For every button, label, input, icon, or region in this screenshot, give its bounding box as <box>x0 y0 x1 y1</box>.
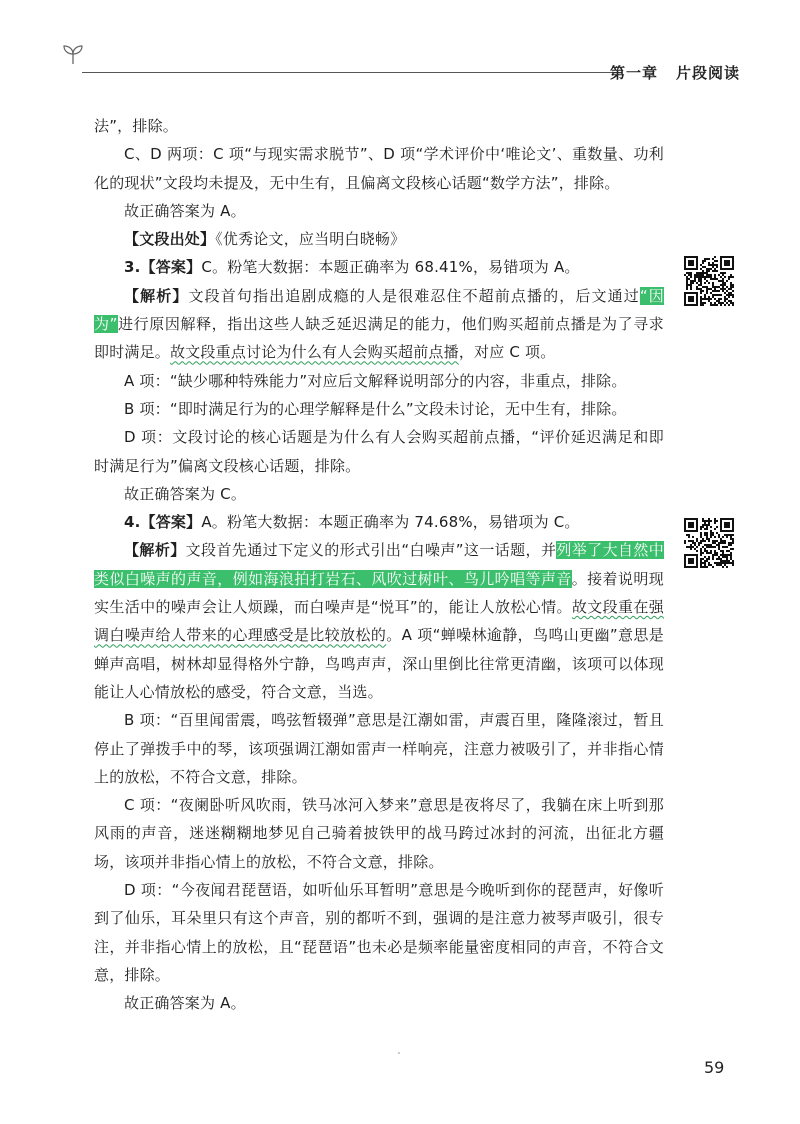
source-label: 【文段出处】 <box>124 230 216 249</box>
analysis-paragraph <box>94 536 664 706</box>
paragraph: D 项：文段讨论的核心话题是为什么有人会购买超前点播，“评价延迟满足和即时满足行为”偏离文段核心话题，排除。 <box>94 428 664 475</box>
chapter-number: 第一章 <box>610 64 659 82</box>
paragraph: 故正确答案为 A。 <box>124 994 246 1013</box>
paragraph: B 项：“百里闻雷震，鸣弦暂辍弹”意思是江潮如雷，声震百里，隆隆滚过，暂且停止了弹拨手中的琴，该项强调江潮如雷声一样响亮，注意力被吸引了，并非指心情上的放松，不符合文意，排除。 <box>94 711 664 786</box>
paragraph: 法”，排除。 <box>94 117 178 135</box>
analysis-text: ，对应 C 项。 <box>458 343 556 362</box>
highlighted-text: 列举了大自然中类似白噪声的声音，例如海浪拍打岩石、风吹过树叶、鸟儿吟唱等声音 <box>94 541 665 588</box>
paragraph: 故正确答案为 C。 <box>124 484 247 503</box>
paragraph: A 项：“缺少哪种特殊能力”对应后文解释说明部分的内容，非重点，排除。 <box>124 371 627 390</box>
answer-text: C。粉笔大数据：本题正确率为 68.41%，易错项为 A。 <box>201 258 580 277</box>
header-rule <box>82 72 622 73</box>
answer-label: 4.【答案】 <box>124 513 202 532</box>
qr-code-icon[interactable] <box>684 256 734 306</box>
analysis-text: 文段首句指出追剧成瘾的人是很难忍住不超前点播的，后文通过 <box>188 286 640 305</box>
wavy-underlined-text: 故文段重点讨论为什么有人会购买超前点播 <box>170 343 459 362</box>
paragraph: D 项：“今夜闻君琵琶语，如听仙乐耳暂明”意思是今晚听到你的琵琶声，好像听到了仙乐，耳朵里只有这个声音，别的都听不到，强调的是注意力被琴声吸引，很专注，并非指心情上的放松，且“琵琶语”也未必是频率能量密度相同的声音，不符合文意，排除。 <box>94 881 664 984</box>
highlighted-text: “因为” <box>94 286 664 334</box>
source-text: 《优秀论文，应当明白晓畅》 <box>215 230 406 249</box>
analysis-text: 。A 项“蝉噪林逾静，鸟鸣山更幽”意思是蝉声高唱，树林却显得格外宁静，鸟鸣声声，深山里倒比往常更清幽，该项可以体现能让人心情放松的感受，符合文意，当选。 <box>94 626 664 701</box>
analysis-text: 进行原因解释，指出这些人缺乏延迟满足的能力，他们购买超前点播是为了寻求即时满足。 <box>94 315 664 362</box>
analysis-paragraph <box>94 282 664 367</box>
paragraph: C 项：“夜阑卧听风吹雨，铁马冰河入梦来”意思是夜将尽了，我躺在床上听到那风雨的声音，迷迷糊糊地梦见自己骑着披铁甲的战马跨过冰封的河流，出征北方疆场，该项并非指心情上的放松，不符合文意，排除。 <box>94 796 664 871</box>
analysis-text: 。接着说明现实生活中的噪声会让人烦躁，而白噪声是“悦耳”的，能让人放松心情。 <box>94 569 664 617</box>
page-content <box>94 112 664 1018</box>
answer-paragraph <box>94 253 664 281</box>
paragraph: B 项：“即时满足行为的心理学解释是什么”文段未讨论，无中生有，排除。 <box>124 399 627 418</box>
qr-code-icon[interactable] <box>684 518 734 568</box>
leaf-icon <box>62 42 84 66</box>
wavy-underlined-text: 故文段重在强调白噪声给人带来的心理感受是比较放松的 <box>94 598 665 645</box>
chapter-heading <box>610 62 740 83</box>
chapter-title: 片段阅读 <box>676 64 741 82</box>
answer-paragraph <box>94 508 664 536</box>
answer-label: 3.【答案】 <box>124 258 202 277</box>
page-number: 59 <box>704 1058 725 1077</box>
source-paragraph <box>94 225 664 253</box>
paragraph: 故正确答案为 A。 <box>124 201 246 220</box>
paragraph: C、D 两项：C 项“与现实需求脱节”、D 项“学术评价中‘唯论文’、重数量、功利化的现状”文段均未提及，无中生有，且偏离文段核心话题“数学方法”，排除。 <box>94 145 664 192</box>
page-header <box>62 42 752 82</box>
analysis-label: 【解析】 <box>124 541 186 560</box>
analysis-text: 文段首先通过下定义的形式引出“白噪声”这一话题，并 <box>185 541 557 560</box>
analysis-label: 【解析】 <box>124 286 189 305</box>
decorative-dot <box>398 1052 400 1054</box>
answer-text: A。粉笔大数据：本题正确率为 74.68%，易错项为 C。 <box>201 513 580 532</box>
